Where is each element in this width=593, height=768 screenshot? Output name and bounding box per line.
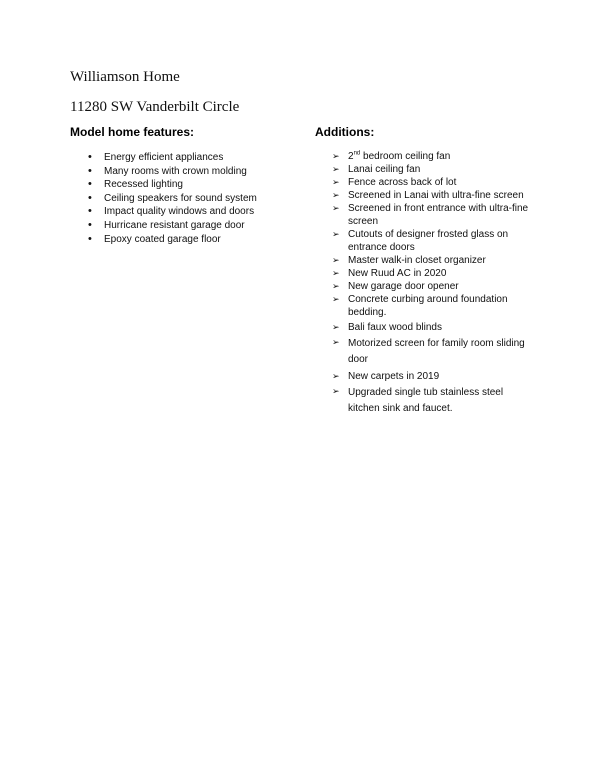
list-item: ➢ Lanai ceiling fan bbox=[332, 163, 532, 176]
list-item: ➢ 2nd bedroom ceiling fan bbox=[332, 150, 532, 163]
list-item: • Many rooms with crown molding bbox=[88, 165, 288, 178]
arrow-bullet-icon bbox=[332, 336, 344, 349]
bullet-icon bbox=[88, 178, 100, 191]
arrow-bullet-icon bbox=[332, 293, 344, 306]
list-item: ➢ Cutouts of designer frosted glass on entrance doors bbox=[332, 228, 532, 254]
arrow-bullet-icon bbox=[332, 202, 344, 215]
list-item: ➢ Screened in front entrance with ultra-fine screen bbox=[332, 202, 532, 228]
document-title: Williamson Home bbox=[70, 69, 180, 85]
bullet-icon bbox=[88, 233, 100, 246]
arrow-bullet-icon bbox=[332, 370, 344, 383]
arrow-bullet-icon bbox=[332, 228, 344, 241]
list-item: ➢ Bali faux wood blinds bbox=[332, 321, 532, 334]
property-address: 11280 SW Vanderbilt Circle bbox=[70, 99, 240, 115]
list-item: ➢ Upgraded single tub stainless steel kitchen sink and faucet. bbox=[332, 385, 532, 417]
arrow-bullet-icon bbox=[332, 176, 344, 189]
arrow-bullet-icon bbox=[332, 163, 344, 176]
bullet-icon bbox=[88, 192, 100, 205]
bullet-icon bbox=[88, 151, 100, 164]
list-item: • Energy efficient appliances bbox=[88, 151, 288, 164]
arrow-bullet-icon bbox=[332, 280, 344, 293]
bullet-icon bbox=[88, 219, 100, 232]
list-item: ➢ Concrete curbing around foundation bedding. bbox=[332, 293, 532, 319]
additions-heading: Additions: bbox=[315, 125, 375, 139]
list-item: ➢ New Ruud AC in 2020 bbox=[332, 267, 532, 280]
list-item: • Recessed lighting bbox=[88, 178, 288, 191]
arrow-bullet-icon bbox=[332, 254, 344, 267]
model-features-list bbox=[88, 151, 288, 246]
list-item: • Epoxy coated garage floor bbox=[88, 233, 288, 246]
list-item: • Hurricane resistant garage door bbox=[88, 219, 288, 232]
bullet-icon bbox=[88, 165, 100, 178]
list-item: ➢ Fence across back of lot bbox=[332, 176, 532, 189]
model-features-heading: Model home features: bbox=[70, 125, 195, 139]
arrow-bullet-icon bbox=[332, 385, 344, 398]
list-item: • Ceiling speakers for sound system bbox=[88, 192, 288, 205]
arrow-bullet-icon bbox=[332, 150, 344, 163]
arrow-bullet-icon bbox=[332, 267, 344, 280]
bullet-icon bbox=[88, 205, 100, 218]
list-item: ➢ New carpets in 2019 bbox=[332, 370, 532, 383]
list-item: ➢ Motorized screen for family room sliding door bbox=[332, 336, 532, 368]
list-item: ➢ Master walk-in closet organizer bbox=[332, 254, 532, 267]
arrow-bullet-icon bbox=[332, 189, 344, 202]
additions-list bbox=[332, 150, 532, 417]
list-item: ➢ New garage door opener bbox=[332, 280, 532, 293]
arrow-bullet-icon bbox=[332, 321, 344, 334]
list-item: ➢ Screened in Lanai with ultra-fine screen bbox=[332, 189, 532, 202]
list-item: • Impact quality windows and doors bbox=[88, 205, 288, 218]
